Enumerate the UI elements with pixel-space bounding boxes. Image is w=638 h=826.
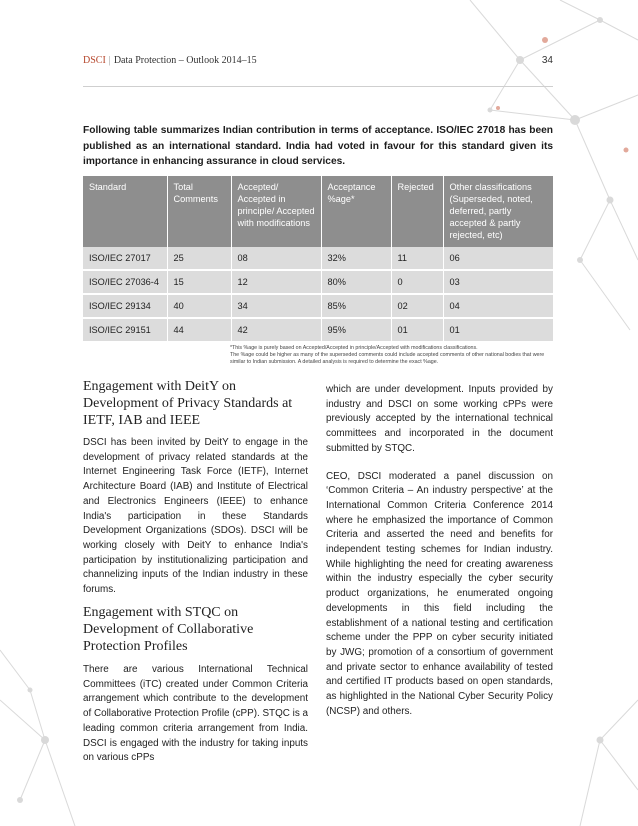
cell-standard: ISO/IEC 27017 bbox=[83, 247, 167, 270]
cell-rejected: 01 bbox=[391, 318, 443, 341]
cell-total: 44 bbox=[167, 318, 231, 341]
cell-accepted: 08 bbox=[231, 247, 321, 270]
footnote-line-2: The %age could be higher as many of the superseded comments could include accepted comments of other national bodies that were similar to Indian submission. A detailed analysis is required to determine the exact %age. bbox=[230, 352, 545, 365]
cell-acceptance: 95% bbox=[321, 318, 391, 341]
column-header-accepted: Accepted/ Accepted in principle/ Accepted with modifications bbox=[231, 176, 321, 247]
right-paragraph-2: CEO, DSCI moderated a panel discussion on ‘Common Criteria – An industry perspective’ at the International Common Criteria Conference 2014 where he emphasized the importance of Common Criteria and asserted the need and benefits for independent testing schemes for Indian industry. While highlighting the need for creating awareness within the industry especially the cyber security product organizations, he enumerated ongoing developments in this field including the establishment of a national testing and certification scheme under the PPP on cyber security initiated by JWG; promotion of a consortium of government and private sector to enhance availability of tested and certified IT products based on open standards, as highlighted in the National Cyber Security Policy (NCSP) and others. bbox=[326, 470, 553, 717]
section-body: DSCI has been invited by DeitY to engage in the development of privacy related standards at the Internet Engineering Task Force (IETF), Internet Architecture Board (IAB) and Institute of Electrical and Electronics Engineers (IEEE) to enhance India's participation in these Standards Development Organizations (SDOs). DSCI will be working closely with DeitY to enhance India's participation by institutionalizing participation and channelizing inputs of the Indian industry in these forums. bbox=[83, 437, 308, 596]
header-separator: | bbox=[108, 55, 111, 66]
intro-paragraph: Following table summarizes Indian contribution in terms of acceptance. ISO/IEC 27018 has been published as an international standard. India had voted in favour for this standard given its importance in enhancing assurance in cloud services. bbox=[83, 125, 553, 167]
cell-rejected: 11 bbox=[391, 247, 443, 270]
cell-other: 03 bbox=[443, 270, 553, 294]
cell-total: 15 bbox=[167, 270, 231, 294]
column-header-total-comments: Total Comments bbox=[167, 176, 231, 247]
header-brand: DSCI bbox=[83, 55, 106, 66]
header-publication-title: Data Protection – Outlook 2014–15 bbox=[113, 55, 257, 66]
cell-accepted: 34 bbox=[231, 294, 321, 318]
right-paragraph-1: which are under development. Inputs provided by industry and DSCI on some working cPPs were previously accepted by the international technical committees and incorporated in the document submitted by STQC. bbox=[326, 384, 553, 454]
page-number: 34 bbox=[541, 55, 553, 66]
section-stqc-protection-profiles bbox=[83, 604, 308, 766]
cell-other: 04 bbox=[443, 294, 553, 318]
section-heading: Engagement with STQC on Development of Collaborative Protection Profiles bbox=[83, 605, 254, 654]
section-deity-privacy-standards bbox=[83, 378, 308, 598]
header-divider bbox=[83, 86, 553, 87]
section-heading: Engagement with DeitY on Development of Privacy Standards at IETF, IAB and IEEE bbox=[83, 379, 293, 428]
table-footnote bbox=[230, 345, 560, 366]
table-row bbox=[83, 270, 553, 294]
cell-acceptance: 80% bbox=[321, 270, 391, 294]
column-header-rejected: Rejected bbox=[391, 176, 443, 247]
cell-standard: ISO/IEC 29134 bbox=[83, 294, 167, 318]
cell-other: 06 bbox=[443, 247, 553, 270]
cell-total: 40 bbox=[167, 294, 231, 318]
cell-standard: ISO/IEC 27036-4 bbox=[83, 270, 167, 294]
cell-acceptance: 32% bbox=[321, 247, 391, 270]
cell-other: 01 bbox=[443, 318, 553, 341]
footnote-line-1: *This %age is purely based on Accepted/Accepted in principle/Accepted with modifications classifications. bbox=[230, 345, 478, 351]
table-row bbox=[83, 294, 553, 318]
column-header-other-classifications: Other classifications (Superseded, noted, deferred, partly accepted & partly rejected, etc) bbox=[443, 176, 553, 247]
table-row bbox=[83, 247, 553, 270]
table-header-row bbox=[83, 176, 553, 247]
section-body: There are various International Technical Committees (iTC) created under Common Criteria arrangement which contribute to the development of Collaborative Protection Profile (cPP). STQC is a leading common criteria arrangement from India. DSCI is engaged with the industry for taking inputs on various cPPs bbox=[83, 664, 309, 764]
contribution-table bbox=[83, 176, 553, 341]
page-header bbox=[83, 55, 553, 71]
cell-acceptance: 85% bbox=[321, 294, 391, 318]
cell-rejected: 0 bbox=[391, 270, 443, 294]
column-header-standard: Standard bbox=[83, 176, 167, 247]
cell-rejected: 02 bbox=[391, 294, 443, 318]
table-row bbox=[83, 318, 553, 341]
cell-standard: ISO/IEC 29151 bbox=[83, 318, 167, 341]
column-header-acceptance: Acceptance %age* bbox=[321, 176, 391, 247]
cell-accepted: 42 bbox=[231, 318, 321, 341]
right-column bbox=[326, 383, 553, 719]
cell-accepted: 12 bbox=[231, 270, 321, 294]
cell-total: 25 bbox=[167, 247, 231, 270]
